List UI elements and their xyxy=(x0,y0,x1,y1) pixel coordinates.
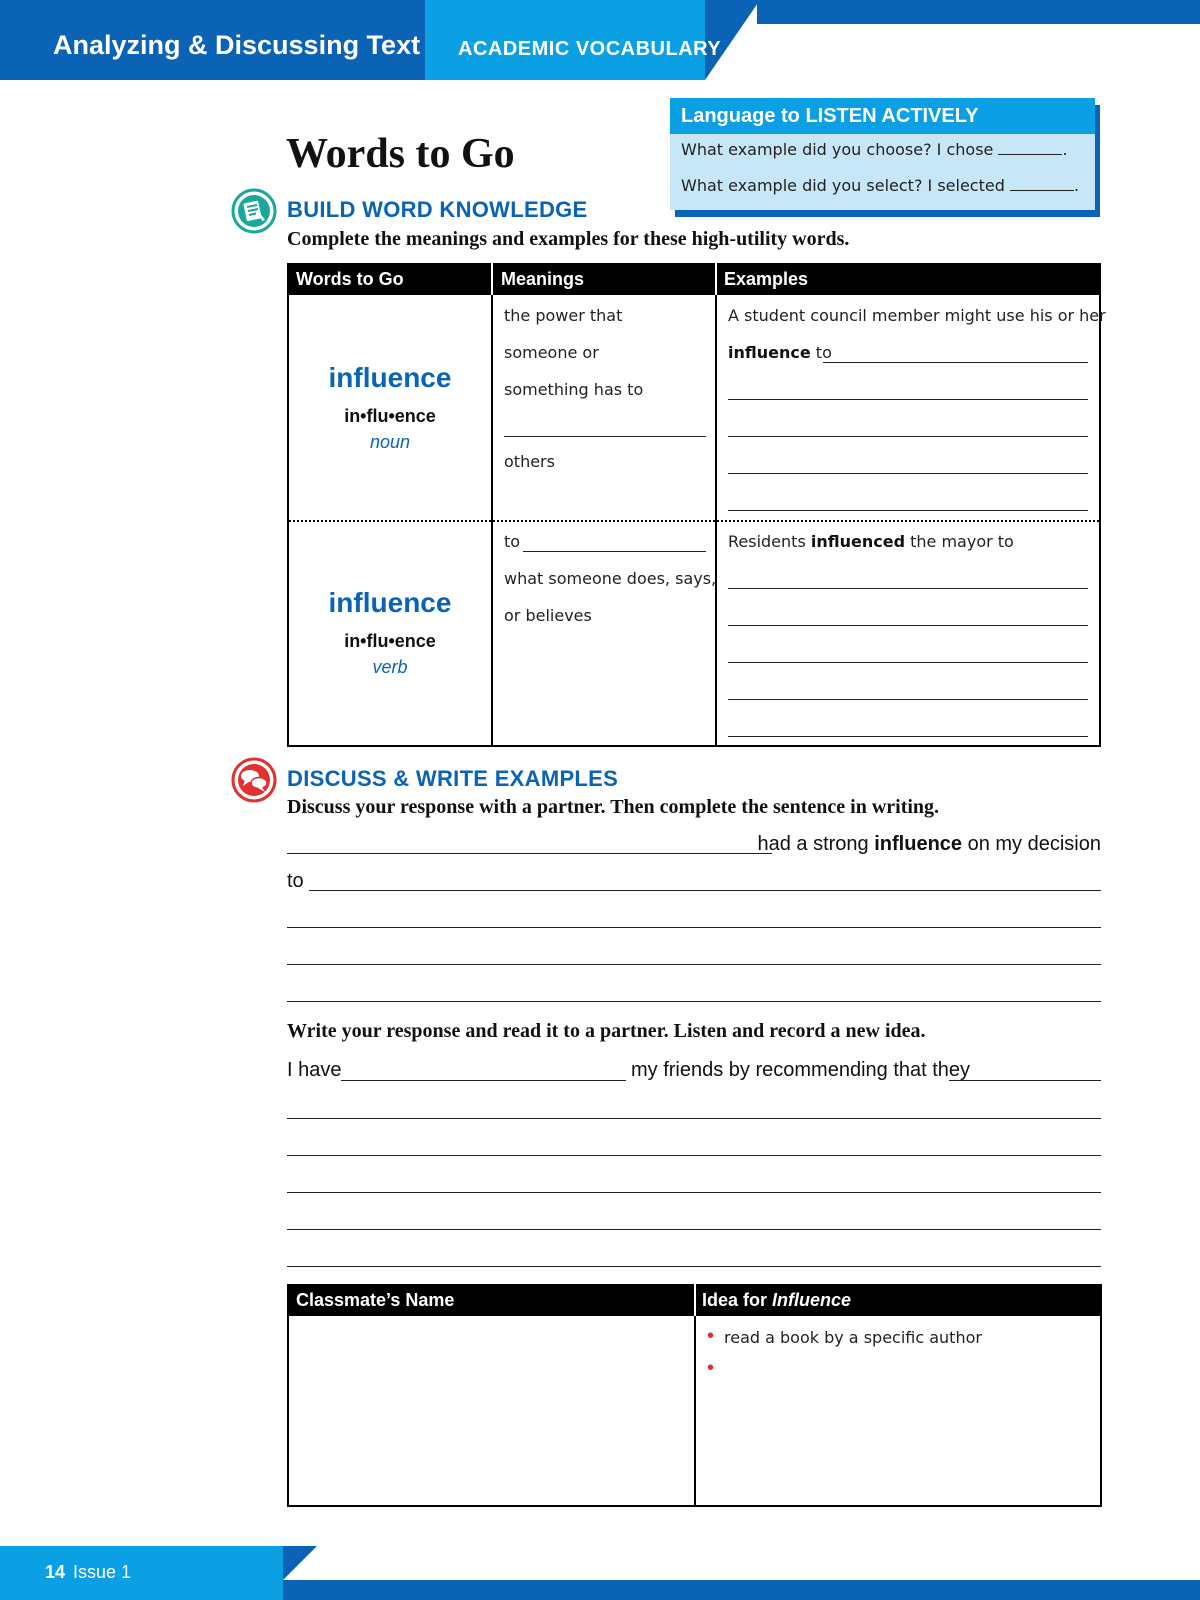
header-words: Words to Go xyxy=(296,269,404,289)
bullet-2: • xyxy=(707,1357,715,1379)
build-instruction: Complete the meanings and examples for these high-utility words. xyxy=(287,228,850,250)
meaning-2-line-1: to xyxy=(504,532,521,551)
col-divider-2 xyxy=(715,263,717,747)
header-divider-1 xyxy=(491,263,493,295)
example-2-blank-2[interactable] xyxy=(728,625,1088,626)
discuss-instruction: Discuss your response with a partner. Then complete the sentence in writing. xyxy=(287,796,940,818)
write-frame-1: I have xyxy=(287,1059,342,1081)
example-1-line-1: A student council member might use his or her xyxy=(728,306,1106,325)
footer-strip xyxy=(283,1580,1200,1600)
example-2-blank-1[interactable] xyxy=(728,588,1088,589)
discuss-heading: DISCUSS & WRITE EXAMPLES xyxy=(287,766,619,791)
discuss-sentence: had a strong influence on my decision xyxy=(757,833,1101,855)
speech-bubbles-icon xyxy=(231,757,277,808)
idea-2-field[interactable] xyxy=(724,1356,1094,1380)
example-1-blank-5[interactable] xyxy=(728,510,1088,511)
idea-1: read a book by a specific author xyxy=(724,1328,982,1347)
write-instruction: Write your response and read it to a partner. Listen and record a new idea. xyxy=(287,1020,926,1042)
discuss-blank-5[interactable] xyxy=(287,1001,1101,1002)
col-divider-1 xyxy=(491,263,493,747)
example-1-blank-4[interactable] xyxy=(728,473,1088,474)
idea-col-divider xyxy=(694,1284,696,1507)
header-divider-2 xyxy=(715,263,717,295)
header-strip xyxy=(757,0,1200,24)
write-blank-2[interactable] xyxy=(949,1080,1101,1081)
write-frame-2: my friends by recommending that they xyxy=(631,1059,971,1081)
syllables-verb: in•flu•ence xyxy=(344,631,436,651)
discuss-blank-2[interactable] xyxy=(309,890,1101,891)
pos-verb: verb xyxy=(372,657,408,677)
word-table-header xyxy=(287,263,1101,295)
listen-line-1: What example did you choose? I chose . xyxy=(681,140,1068,159)
example-1-line-2: influence to xyxy=(728,343,832,362)
discuss-blank-1[interactable] xyxy=(287,853,772,854)
header-section: ACADEMIC VOCABULARY xyxy=(458,38,722,60)
example-1-blank-3[interactable] xyxy=(728,436,1088,437)
example-2-blank-4[interactable] xyxy=(728,699,1088,700)
header-meanings: Meanings xyxy=(501,269,585,289)
meaning-1-line-1: the power that xyxy=(504,306,623,325)
discuss-blank-3[interactable] xyxy=(287,927,1101,928)
meaning-1-line-3: something has to xyxy=(504,380,644,399)
header-idea: Idea for Influence xyxy=(702,1290,852,1310)
example-2-blank-5[interactable] xyxy=(728,736,1088,737)
meaning-1-line-2: someone or xyxy=(504,343,599,362)
header-examples: Examples xyxy=(724,269,809,289)
classmate-name-cell[interactable] xyxy=(289,1316,694,1505)
header-title: Analyzing & Discussing Text xyxy=(53,30,421,60)
write-blank-1[interactable] xyxy=(341,1080,626,1081)
example-2-line-1: Residents influenced the mayor to xyxy=(728,532,1014,551)
bullet-1: • xyxy=(707,1325,715,1347)
header-classmate: Classmate’s Name xyxy=(296,1290,455,1310)
write-blank-6[interactable] xyxy=(287,1229,1101,1230)
syllables-noun: in•flu•ence xyxy=(344,406,436,426)
idea-header-divider xyxy=(694,1284,696,1316)
example-1-blank-1[interactable] xyxy=(823,362,1088,363)
discuss-blank-4[interactable] xyxy=(287,964,1101,965)
example-1-blank-2[interactable] xyxy=(728,399,1088,400)
word-verb: influence xyxy=(328,587,452,618)
notebook-icon xyxy=(231,188,277,239)
build-heading: BUILD WORD KNOWLEDGE xyxy=(287,197,588,222)
write-blank-7[interactable] xyxy=(287,1266,1101,1267)
row-divider xyxy=(289,520,1099,522)
pos-noun: noun xyxy=(369,432,411,452)
meaning-2-line-2: what someone does, says, xyxy=(504,569,717,588)
footer-page-info: 14 Issue 1 xyxy=(45,1562,132,1582)
footer-corner xyxy=(283,1546,317,1580)
write-blank-3[interactable] xyxy=(287,1118,1101,1119)
page-title: Words to Go xyxy=(286,131,515,177)
listen-line-2: What example did you select? I selected . xyxy=(681,176,1080,195)
write-blank-4[interactable] xyxy=(287,1155,1101,1156)
word-noun: influence xyxy=(328,362,452,393)
write-blank-5[interactable] xyxy=(287,1192,1101,1193)
footer-bar xyxy=(0,1546,283,1600)
discuss-to: to xyxy=(287,870,304,892)
meaning-1-blank[interactable] xyxy=(504,436,706,437)
meaning-2-line-3: or believes xyxy=(504,606,592,625)
meaning-1-line-4: others xyxy=(504,452,555,471)
listen-box-title: Language to LISTEN ACTIVELY xyxy=(681,105,979,127)
meaning-2-blank[interactable] xyxy=(523,551,706,552)
example-2-blank-3[interactable] xyxy=(728,662,1088,663)
